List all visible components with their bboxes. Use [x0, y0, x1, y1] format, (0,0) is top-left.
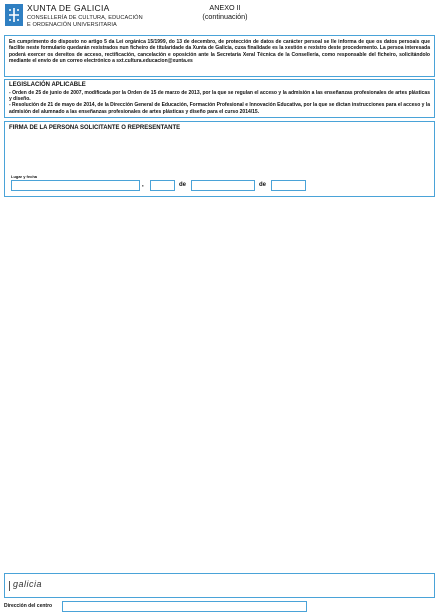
de-separator-2: de [259, 182, 267, 188]
privacy-notice-text: En cumprimento do disposto no artigo 5 da Lei orgánica 15/1999, do 13 de decembro, de protección de datos de carácter persoal se lle informa de que os datos persoais que facilite neste formulario quedarán rexistrados nun ficheiro de titularidade da Xunta de Galicia, cuxa finalidade es la xestión e rexistro deste procedemento. La persoa interesada poderá exercer os dereitos de acceso, rectificación, cancelación e oposición ante la Secretaría Xeral Técnica de la Consellería, como responsable del ficheiro, solicitándolo mediante el envío de un correo electrónico a sxt.cultura.educacion@xunta.es [9, 39, 430, 64]
legislation-heading: LEGISLACIÓN APLICABLE [9, 82, 86, 88]
year-input[interactable] [271, 180, 306, 191]
day-input[interactable] [150, 180, 175, 191]
de-separator-1: de [179, 182, 187, 188]
galicia-logo-icon: galicia [13, 579, 43, 589]
signature-box [4, 121, 435, 197]
place-input[interactable] [11, 180, 140, 191]
annex-subtitle: (continuación) [202, 12, 248, 21]
galicia-footer-box [4, 573, 435, 598]
legislation-item-2: - Resolución de 21 de mayo de 2014, de la Dirección General de Educación, Formación Profesional e Innovación Educativa, por la que se dictan instrucciones para el acceso y la admisión del alumnado a las enseñanzas profesionales de artes plásticas y diseño para el curso 2014/15. [9, 102, 430, 115]
place-date-label: Lugar y fecha [11, 174, 38, 179]
annex-title-main: ANEXO II [209, 3, 241, 12]
privacy-notice-box [4, 35, 435, 77]
org-department-line2: E ORDENACIÓN UNIVERSITARIA [27, 22, 117, 28]
org-name: XUNTA DE GALICIA [27, 3, 110, 13]
comma-separator: , [142, 182, 144, 188]
org-department-line1: CONSELLERÍA DE CULTURA, EDUCACIÓN [27, 15, 143, 21]
legislation-box [4, 79, 435, 118]
centre-address-input[interactable] [62, 601, 307, 612]
annex-title [165, 3, 285, 21]
legislation-item-1: - Orden de 25 de junio de 2007, modificada por la Orden de 15 de marzo de 2013, por la que se regulan el acceso y la admisión a las enseñanzas profesionales de artes plásticas y diseño. [9, 90, 430, 103]
xunta-logo-icon [5, 4, 23, 26]
signature-heading: FIRMA DE LA PERSONA SOLICITANTE O REPRESENTANTE [9, 125, 181, 131]
document-header [0, 0, 439, 34]
month-input[interactable] [191, 180, 255, 191]
centre-address-label: Dirección del centro [4, 603, 53, 609]
